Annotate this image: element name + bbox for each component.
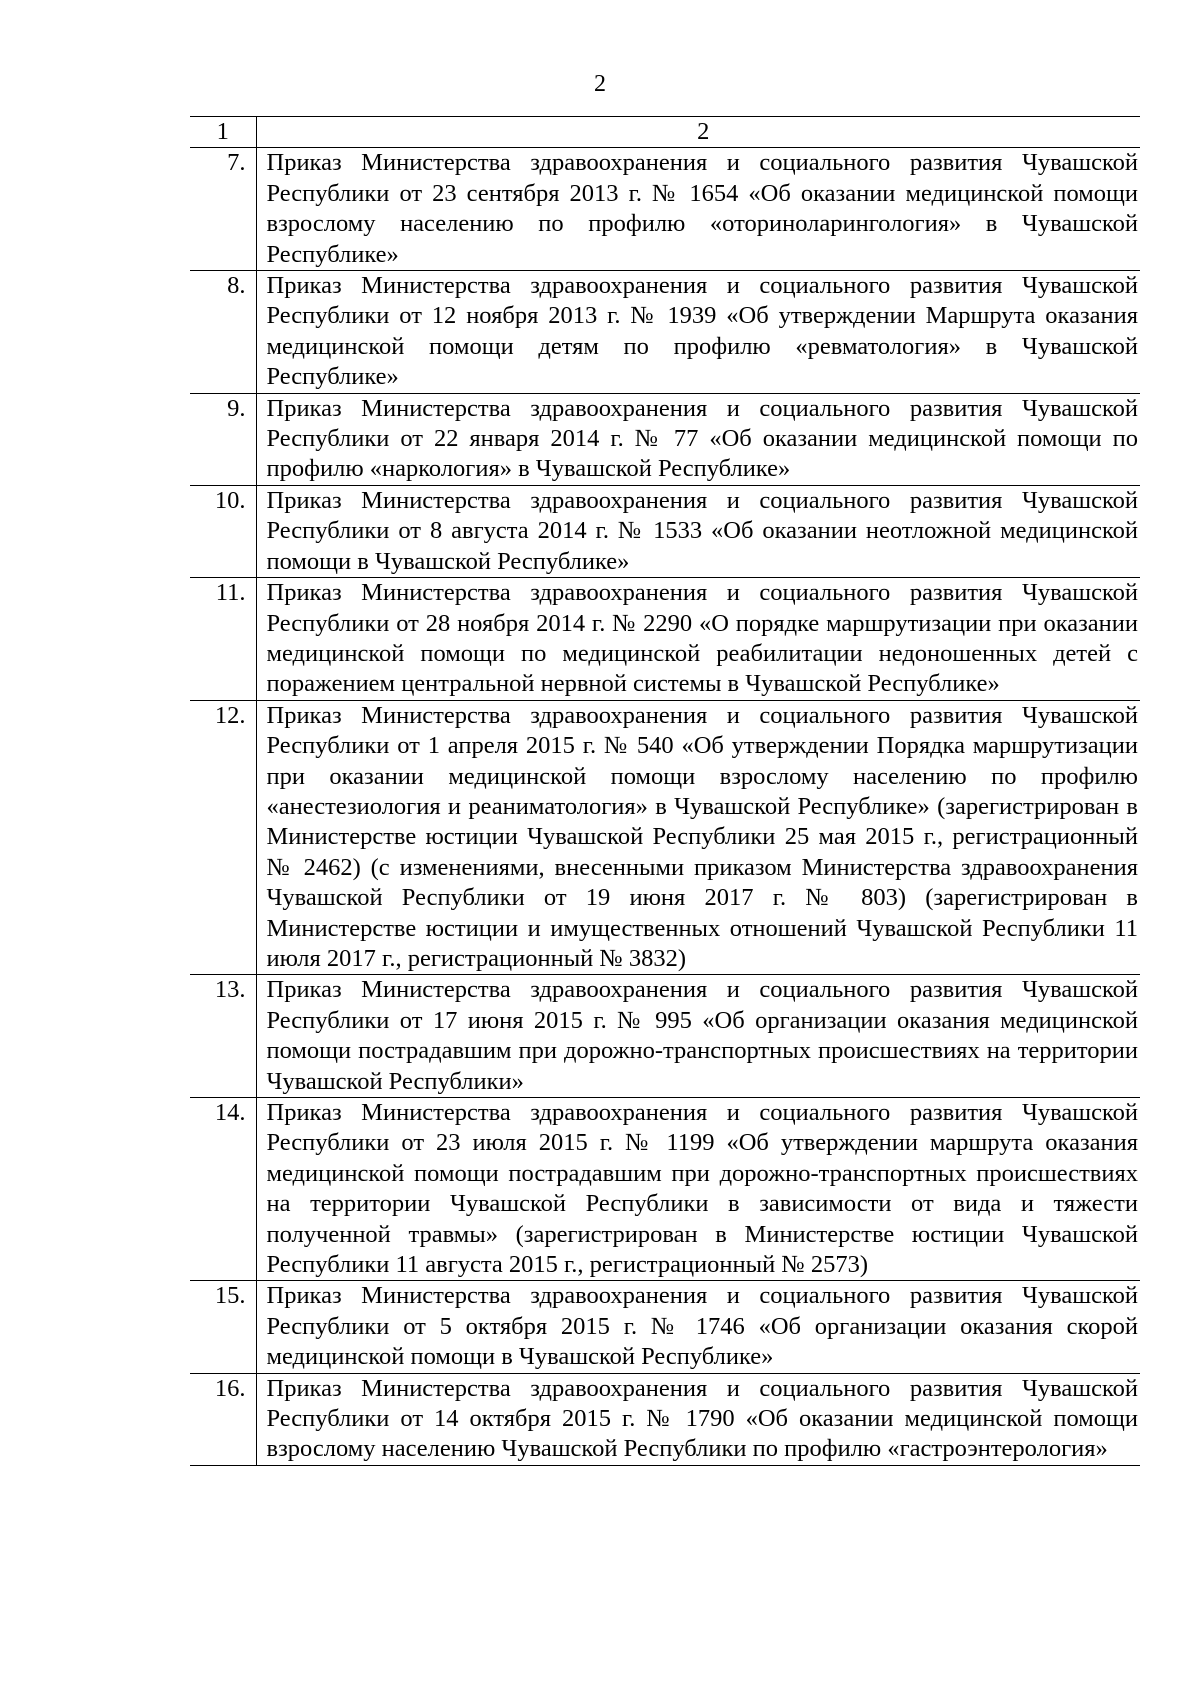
row-number: 13. bbox=[190, 975, 256, 1098]
row-number: 9. bbox=[190, 393, 256, 485]
table-row bbox=[190, 975, 1140, 1098]
row-number: 14. bbox=[190, 1098, 256, 1281]
column-header-number: 1 bbox=[190, 117, 256, 148]
row-number: 10. bbox=[190, 485, 256, 577]
row-number: 16. bbox=[190, 1373, 256, 1465]
row-text: Приказ Министерства здравоохранения и социального развития Чувашской Республики от 8 августа 2014 г. № 1533 «Об оказании неотложной медицинской помощи в Чувашской Республике» bbox=[256, 485, 1140, 577]
row-text: Приказ Министерства здравоохранения и социального развития Чувашской Республики от 22 января 2014 г. № 77 «Об оказании медицинской помощи по профилю «наркология» в Чувашской Республике» bbox=[256, 393, 1140, 485]
row-text: Приказ Министерства здравоохранения и социального развития Чувашской Республики от 17 июня 2015 г. № 995 «Об организации оказания медицинской помощи пострадавшим при дорожно-транспортных происшествиях на территории Чувашской Республики» bbox=[256, 975, 1140, 1098]
row-text: Приказ Министерства здравоохранения и социального развития Чувашской Республики от 5 октября 2015 г. № 1746 «Об организации оказания скорой медицинской помощи в Чувашской Республике» bbox=[256, 1281, 1140, 1373]
row-number: 15. bbox=[190, 1281, 256, 1373]
column-header-text: 2 bbox=[256, 117, 1140, 148]
table-row bbox=[190, 393, 1140, 485]
table-row bbox=[190, 485, 1140, 577]
table-header-row bbox=[190, 117, 1140, 148]
row-text: Приказ Министерства здравоохранения и социального развития Чувашской Республики от 23 сентября 2013 г. № 1654 «Об оказании медицинской помощи взрослому населению по профилю «оториноларингология» в Чувашской Республике» bbox=[256, 148, 1140, 271]
table-row bbox=[190, 700, 1140, 975]
row-number: 7. bbox=[190, 148, 256, 271]
table-row bbox=[190, 1098, 1140, 1281]
table-row bbox=[190, 271, 1140, 394]
orders-table bbox=[190, 116, 1140, 1466]
row-number: 12. bbox=[190, 700, 256, 975]
row-text: Приказ Министерства здравоохранения и социального развития Чувашской Республики от 1 апреля 2015 г. № 540 «Об утверждении Порядка маршрутизации при оказании медицинской помощи взрослому населению по профилю «анестезиология и реаниматология» в Чувашской Республике» (зарегистрирован в Министерстве юстиции Чувашской Республики 25 мая 2015 г., регистрационный № 2462) (с изменениями, внесенными приказом Министерства здравоохранения Чувашской Республики от 19 июня 2017 г. № 803) (зарегистрирован в Министерстве юстиции и имущественных отношений Чувашской Республики 11 июля 2017 г., регистрационный № 3832) bbox=[256, 700, 1140, 975]
row-number: 8. bbox=[190, 271, 256, 394]
table-row bbox=[190, 148, 1140, 271]
table-row bbox=[190, 1373, 1140, 1465]
row-number: 11. bbox=[190, 578, 256, 701]
page-number: 2 bbox=[594, 71, 606, 97]
row-text: Приказ Министерства здравоохранения и социального развития Чувашской Республики от 23 июля 2015 г. № 1199 «Об утверждении маршрута оказания медицинской помощи пострадавшим при дорожно-транспортных происшествиях на территории Чувашской Республики в зависимости от вида и тяжести полученной травмы» (зарегистрирован в Министерстве юстиции Чувашской Республики 11 августа 2015 г., регистрационный № 2573) bbox=[256, 1098, 1140, 1281]
table-row bbox=[190, 1281, 1140, 1373]
row-text: Приказ Министерства здравоохранения и социального развития Чувашской Республики от 28 ноября 2014 г. № 2290 «О порядке маршрутизации при оказании медицинской помощи по медицинской реабилитации недоношенных детей с поражением центральной нервной системы в Чувашской Республике» bbox=[256, 578, 1140, 701]
table-row bbox=[190, 578, 1140, 701]
row-text: Приказ Министерства здравоохранения и социального развития Чувашской Республики от 12 ноября 2013 г. № 1939 «Об утверждении Маршрута оказания медицинской помощи детям по профилю «ревматология» в Чувашской Республике» bbox=[256, 271, 1140, 394]
row-text: Приказ Министерства здравоохранения и социального развития Чувашской Республики от 14 октября 2015 г. № 1790 «Об оказании медицинской помощи взрослому населению Чувашской Республики по профилю «гастроэнтерология» bbox=[256, 1373, 1140, 1465]
